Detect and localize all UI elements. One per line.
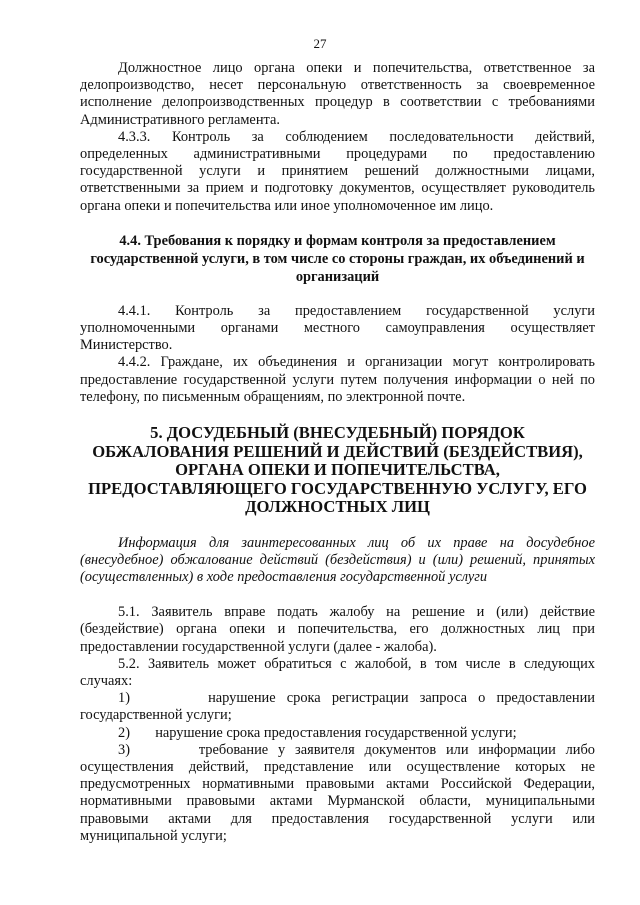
document-body [80, 60, 595, 845]
italic-note: Информация для заинтересованных лиц об их праве на досудебное (внесудебное) обжалование действий (бездействия) и (или) решений, принятых (осуществленных) в ходе предоставления государственной услуги [80, 534, 595, 585]
list-item [80, 742, 595, 845]
section-heading-5: 5. ДОСУДЕБНЫЙ (ВНЕСУДЕБНЫЙ) ПОРЯДОК ОБЖАЛОВАНИЯ РЕШЕНИЙ И ДЕЙСТВИЙ (БЕЗДЕЙСТВИЯ), ОРГАНА ОПЕКИ И ПОПЕЧИТЕЛЬСТВА, ПРЕДОСТАВЛЯЮЩЕГО ГОСУДАРСТВЕННУЮ УСЛУГУ, ЕГО ДОЛЖНОСТНЫХ ЛИЦ [88, 423, 587, 517]
list-item-number: 1) [118, 690, 130, 707]
list-item [80, 690, 595, 724]
page-number: 27 [313, 36, 327, 51]
paragraph-5-2: 5.2. Заявитель может обратиться с жалобой, в том числе в следующих случаях: [80, 655, 595, 689]
section-heading-4-4: 4.4. Требования к порядку и формам контроля за предоставлением государственной услуги, в том числе со стороны граждан, их объединений и организаций [90, 232, 585, 285]
list-item-number: 3) [118, 741, 130, 758]
list-item-text: нарушение срока регистрации запроса о предоставлении государственной услуги; [80, 690, 595, 724]
list-item-text: нарушение срока предоставления государственной услуги; [155, 724, 517, 741]
paragraph-5-1: 5.1. Заявитель вправе подать жалобу на решение и (или) действие (бездействие) органа опеки и попечительства, его должностных лиц при предоставлении государственной услуги (далее - жалоба). [80, 604, 595, 655]
paragraph-4-4-2: 4.4.2. Граждане, их объединения и организации могут контролировать предоставление государственной услуги путем получения информации о ней по телефону, по письменным обращениям, по электронной почте. [80, 354, 595, 405]
list-item-text: требование у заявителя документов или информации либо осуществления действий, представление или осуществление которых не предусмотренных нормативными правовыми актами Российской Федерации, нормативными правовыми актами Мурманской области, муниципальными правовыми актами для предоставления государственной услуги или муниципальной услуги; [80, 741, 595, 844]
list-item-number: 2) [118, 724, 130, 741]
list-item [80, 725, 595, 742]
paragraph-4-4-1: 4.4.1. Контроль за предоставлением государственной услуги уполномоченными органами местного самоуправления осуществляет Министерство. [80, 302, 595, 354]
paragraph-responsibility: Должностное лицо органа опеки и попечительства, ответственное за делопроизводство, несет персональную ответственность за своевременное исполнение делопроизводственных процедур в соответствии с требованиями Административного регламента. [80, 60, 595, 128]
paragraph-4-3-3: 4.3.3. Контроль за соблюдением последовательности действий, определенных административными процедурами по предоставлению государственной услуги и принятием решений должностными лицами, ответственными за прием и подготовку документов, осуществляет руководитель органа опеки и попечительства или иное уполномоченное им лицо. [80, 128, 595, 214]
